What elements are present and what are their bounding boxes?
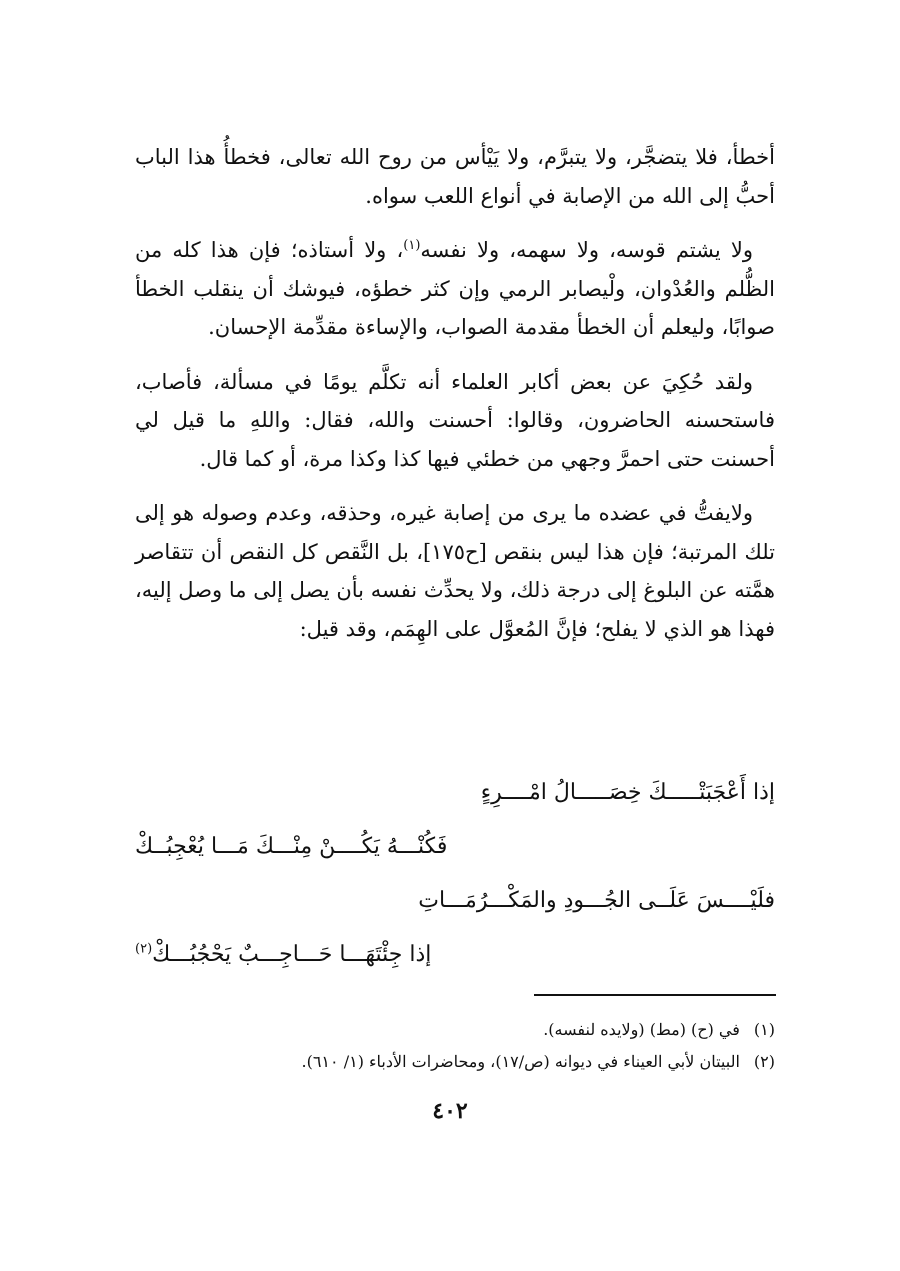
footnote-2: [135, 1046, 775, 1078]
verse-text: إذا جِئْتَهَـــا حَـــاجِـــبٌ يَحْجُبُـــكْ: [152, 942, 432, 967]
footnote-ref-1[interactable]: (١): [403, 238, 421, 253]
footnote-text: في (ح) (مط) (ولايده لنفسه).: [543, 1020, 740, 1039]
poem: [135, 766, 775, 982]
paragraph-3: ولقد حُكِيَ عن بعض أكابر العلماء أنه تكلَّم يومًا في مسألة، فأصاب، فاستحسنه الحاضرون، وقالوا: أحسنت والله، فقال: واللهِ ما قيل لي أحسنت حتى احمرَّ وجهي من خطئي فيها كذا وكذا مرة، أو كما قال.: [135, 369, 775, 471]
verse-line-1: [135, 766, 775, 820]
footnote-text: البيتان لأبي العيناء في ديوانه (ص/١٧)، ومحاضرات الأدباء (١/ ٦١٠).: [301, 1052, 740, 1071]
main-text: [135, 138, 775, 658]
verse-text: فلَيْــــسَ عَلَــى الجُـــودِ والمَكْـــرُمَـــاتِ: [418, 888, 775, 913]
verse-line-2: [135, 820, 775, 874]
footnote-1: [135, 1014, 775, 1046]
verse-text: إذا أَعْجَبَتْـــــكَ خِصَـــــالُ امْــــرِءٍ: [480, 780, 775, 805]
footnote-number: (٢): [753, 1052, 775, 1071]
footnotes: [135, 1014, 775, 1078]
footnote-separator: [534, 994, 776, 996]
verse-text: فَكُنْـــهُ يَكُــــنْ مِنْـــكَ مَـــا يُعْجِبُــكْ: [135, 834, 448, 859]
paragraph-1: أخطأ، فلا يتضجَّر، ولا يتبرَّم، ولا يَيْأس من روح الله تعالى، فخطأُ هذا الباب أحبُّ إلى الله من الإصابة في أنواع اللعب سواه.: [135, 145, 775, 208]
paragraph-2-start: ولا يشتم قوسه، ولا سهمه، ولا نفسه: [420, 238, 753, 262]
paragraph-2-end: ، ولا أستاذه؛ فإن هذا كله من الظُّلم والعُدْوان، ولْيصابر الرمي وإن كثر خطؤه، فيوشك أن ينقلب الخطأ صوابًا، وليعلم أن الخطأ مقدمة الصواب، والإساءة مقدِّمة الإحسان.: [135, 238, 775, 339]
verse-line-3: [135, 874, 775, 928]
paragraph-2: [135, 231, 775, 347]
paragraph-4: ولايفتُّ في عضده ما يرى من إصابة غيره، وحذقه، وعدم وصوله هو إلى تلك المرتبة؛ فإن هذا ليس بنقص [ح١٧٥]، بل النَّقص كل النقص أن تتقاصر همَّته عن البلوغ إلى درجة ذلك، ولا يحدِّث نفسه بأن يصل إلى ما وصل إليه، فهذا هو الذي لا يفلح؛ فإنَّ المُعوَّل على الهِمَم، وقد قيل:: [135, 501, 775, 641]
footnote-number: (١): [753, 1020, 775, 1039]
page-number: ٤٠٢: [432, 1098, 468, 1124]
verse-line-4: [135, 928, 775, 982]
footnote-ref-2[interactable]: (٢): [135, 941, 153, 957]
